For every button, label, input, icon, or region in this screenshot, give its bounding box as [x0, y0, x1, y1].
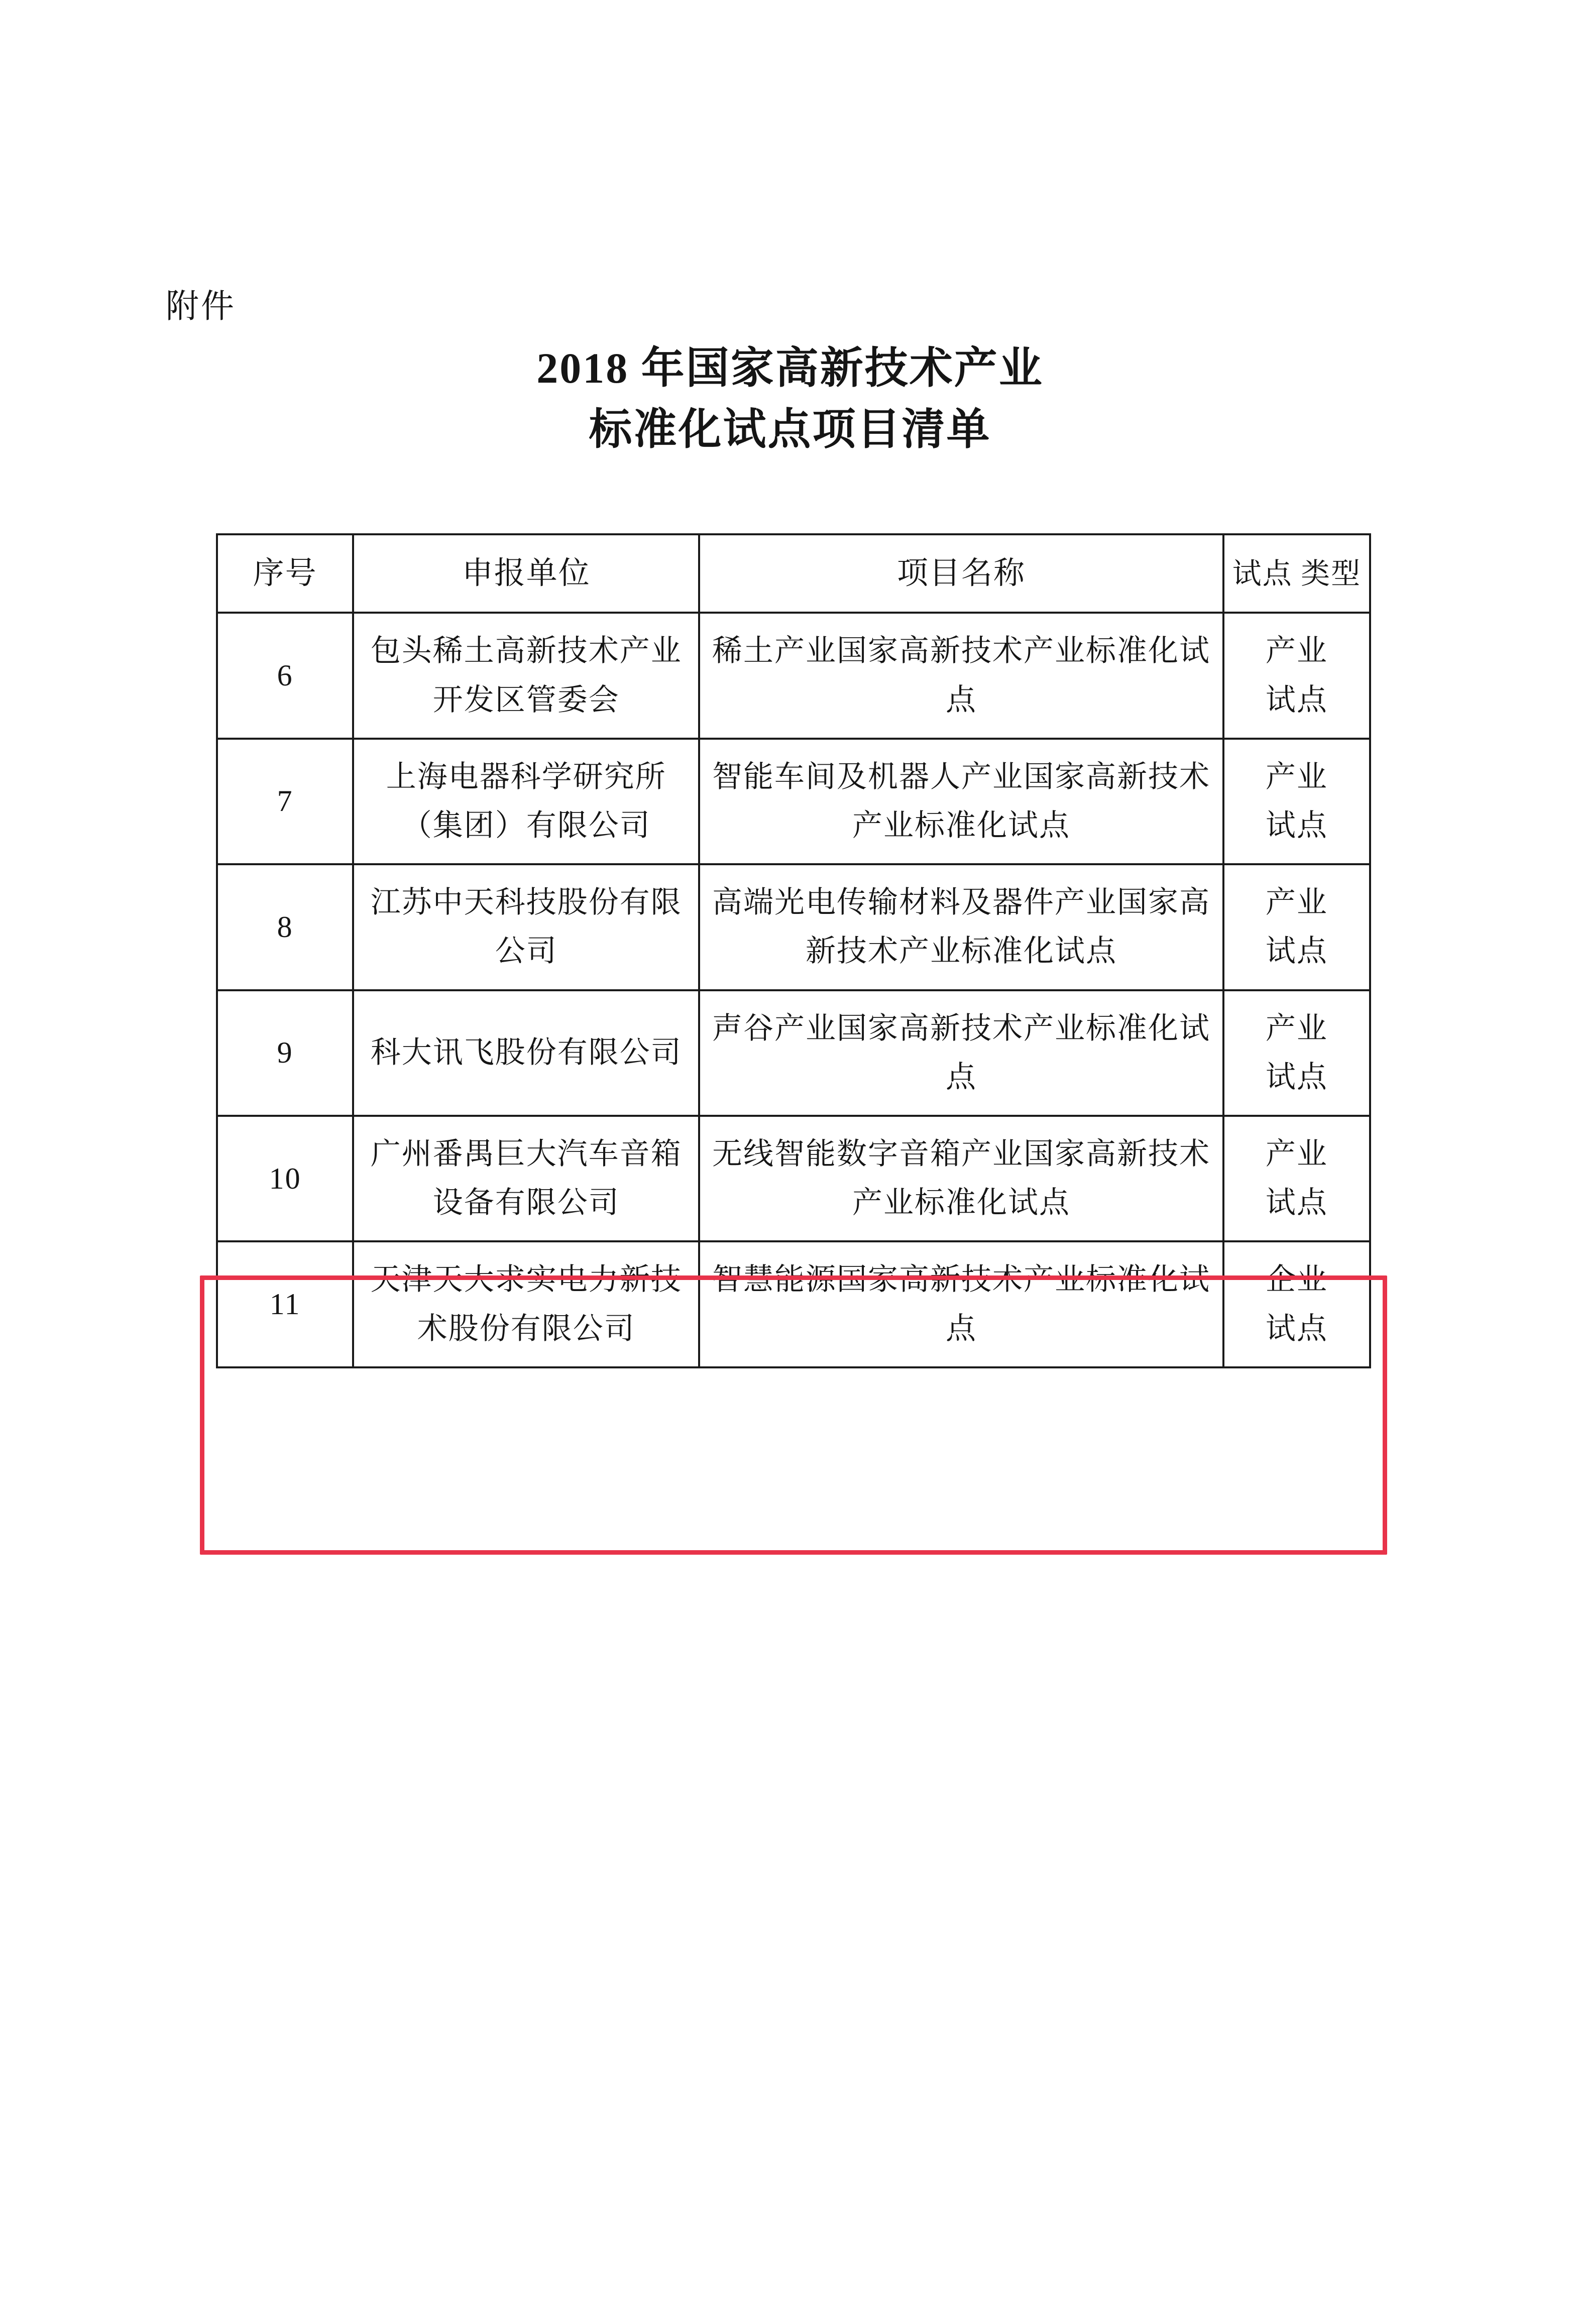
project-list-table [216, 533, 1371, 1368]
row-project: 声谷产业国家高新技术产业标准化试点 [699, 990, 1223, 1116]
table-row [217, 990, 1370, 1116]
row-no: 9 [217, 990, 353, 1116]
row-type [1223, 864, 1370, 990]
row-no: 6 [217, 613, 353, 738]
column-header-type [1223, 534, 1370, 613]
table-row [217, 1116, 1370, 1241]
row-project: 无线智能数字音箱产业国家高新技术产业标准化试点 [699, 1116, 1223, 1241]
column-header-type-line-1: 试点 [1232, 557, 1293, 590]
row-type [1223, 1116, 1370, 1241]
row-unit: 江苏中天科技股份有限公司 [353, 864, 699, 990]
row-type-line-2: 试点 [1265, 1312, 1328, 1345]
row-no: 8 [217, 864, 353, 990]
row-type-line-2: 试点 [1265, 683, 1328, 717]
column-header-no: 序号 [217, 534, 353, 613]
row-type-line-1: 产业 [1265, 886, 1328, 919]
row-project: 智能车间及机器人产业国家高新技术产业标准化试点 [699, 739, 1223, 864]
page-title [0, 337, 1580, 460]
row-type-line-2: 试点 [1265, 935, 1328, 968]
table-row [217, 1241, 1370, 1367]
row-unit: 科大讯飞股份有限公司 [353, 990, 699, 1116]
attachment-label: 附件 [166, 288, 236, 325]
page-title-line-1: 2018 年国家高新技术产业 [536, 344, 1044, 392]
row-no: 7 [217, 739, 353, 864]
column-header-unit: 申报单位 [353, 534, 699, 613]
row-unit: 广州番禺巨大汽车音箱设备有限公司 [353, 1116, 699, 1241]
column-header-type-line-2: 类型 [1301, 557, 1362, 590]
table-row [217, 613, 1370, 738]
row-type-line-2: 试点 [1265, 809, 1328, 842]
row-no: 10 [217, 1116, 353, 1241]
row-unit: 上海电器科学研究所（集团）有限公司 [353, 739, 699, 864]
table-row [217, 739, 1370, 864]
row-type-line-2: 试点 [1265, 1186, 1328, 1220]
row-unit: 包头稀土高新技术产业开发区管委会 [353, 613, 699, 738]
row-type-line-2: 试点 [1265, 1060, 1328, 1094]
row-type-line-1: 产业 [1265, 1137, 1328, 1171]
table-header-row [217, 534, 1370, 613]
row-no: 11 [217, 1241, 353, 1367]
column-header-project: 项目名称 [699, 534, 1223, 613]
row-type [1223, 613, 1370, 738]
row-type [1223, 990, 1370, 1116]
row-type-line-1: 产业 [1265, 760, 1328, 793]
row-project: 稀土产业国家高新技术产业标准化试点 [699, 613, 1223, 738]
row-type-line-1: 产业 [1265, 634, 1328, 668]
row-type [1223, 1241, 1370, 1367]
table-row-highlighted [217, 864, 1370, 990]
row-unit: 天津天大求实电力新技术股份有限公司 [353, 1241, 699, 1367]
row-type [1223, 739, 1370, 864]
page-title-line-2: 标准化试点项目清单 [589, 405, 991, 454]
row-type-line-1: 产业 [1265, 1011, 1328, 1045]
row-project: 高端光电传输材料及器件产业国家高新技术产业标准化试点 [699, 864, 1223, 990]
row-type-line-1: 企业 [1265, 1263, 1328, 1297]
row-project: 智慧能源国家高新技术产业标准化试点 [699, 1241, 1223, 1367]
